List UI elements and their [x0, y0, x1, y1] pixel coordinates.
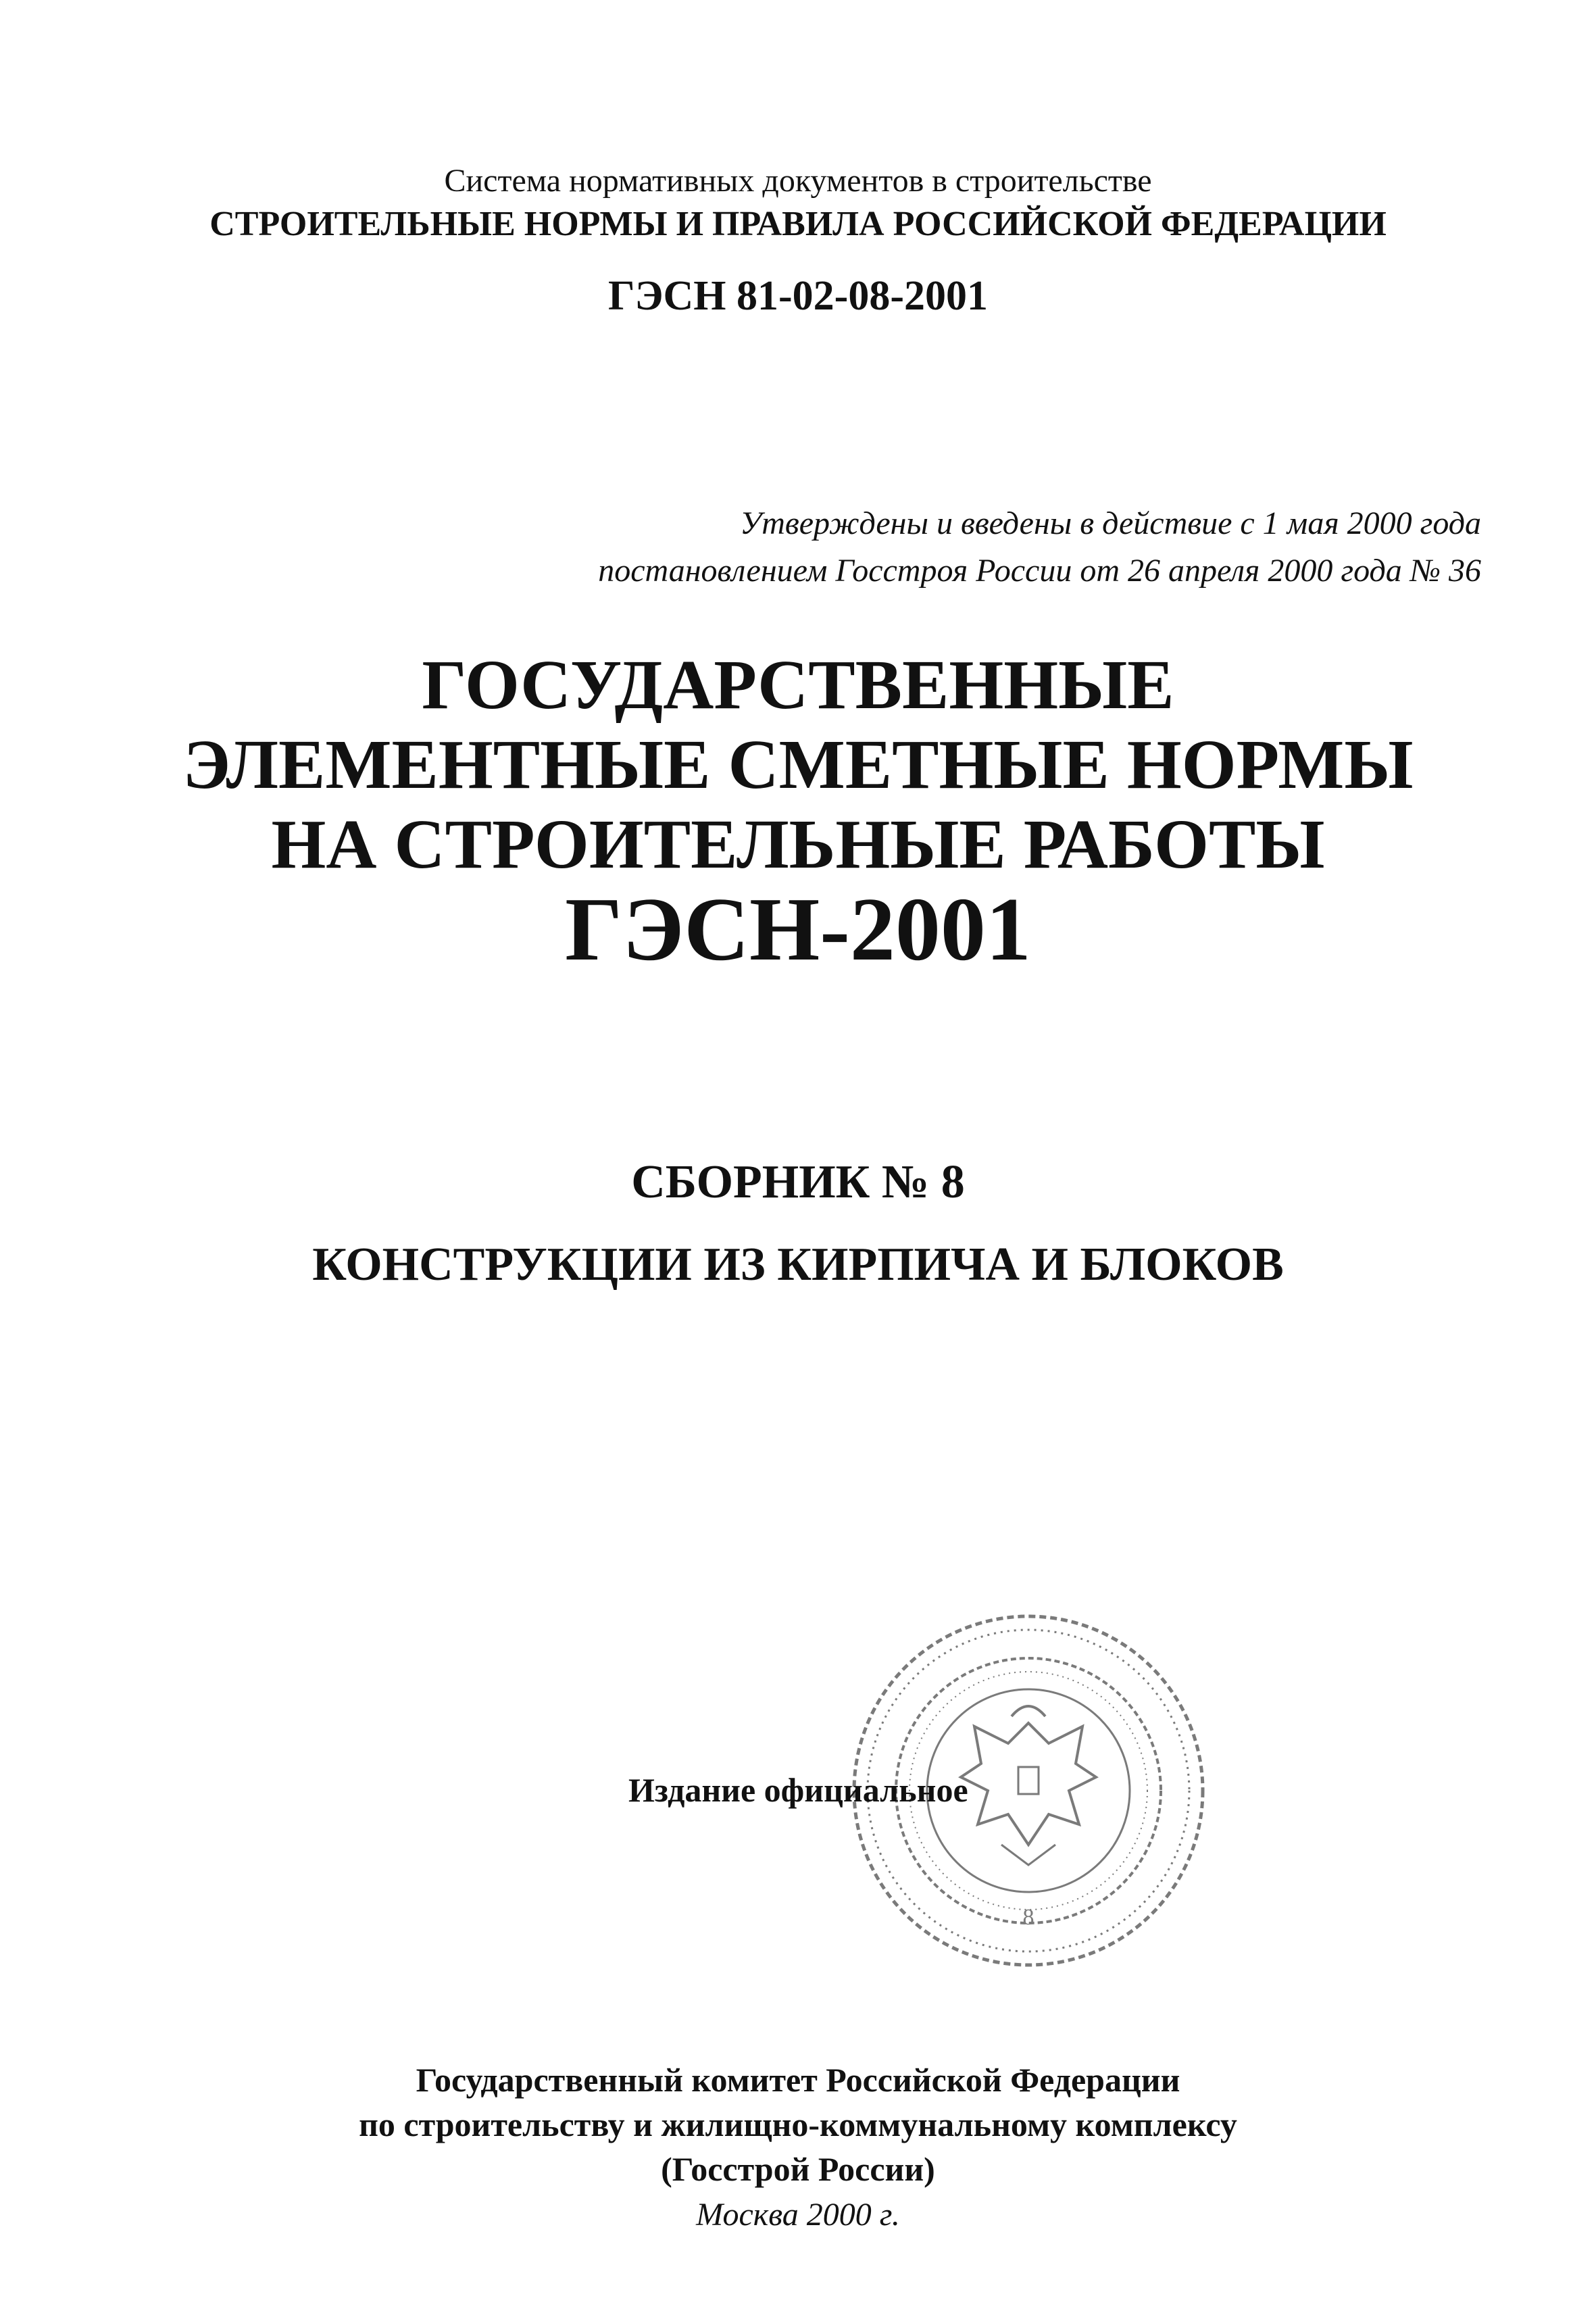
main-title-line-3: НА СТРОИТЕЛЬНЫЕ РАБОТЫ [271, 805, 1325, 883]
approval-line-1: Утверждены и введены в действие с 1 мая 2000 года [739, 505, 1481, 541]
publisher-line-1: Государственный комитет Российской Федерации [416, 2061, 1180, 2099]
place-year: Москва 2000 г. [696, 2197, 900, 2233]
publisher-line-2: по строительству и жилищно-коммунальному комплексу [359, 2106, 1237, 2143]
document-series: Система нормативных документов в строительстве [444, 163, 1152, 199]
publisher-line-3: (Госстрой России) [661, 2150, 935, 2188]
collection-subject: КОНСТРУКЦИИ ИЗ КИРПИЧА И БЛОКОВ [312, 1239, 1284, 1291]
collection-number: СБОРНИК № 8 [631, 1156, 965, 1208]
approval-line-2: постановлением Госстроя России от 26 апреля 2000 года № 36 [598, 553, 1481, 589]
publisher [0, 2058, 1596, 2191]
edition-label: Издание официальное [628, 1771, 968, 1809]
snip-heading: СТРОИТЕЛЬНЫЕ НОРМЫ И ПРАВИЛА РОССИЙСКОЙ ФЕДЕРАЦИИ [209, 205, 1387, 243]
main-title-line-1: ГОСУДАРСТВЕННЫЕ [422, 646, 1174, 724]
main-title [0, 645, 1596, 885]
main-title-line-2: ЭЛЕМЕНТНЫЕ СМЕТНЫЕ НОРМЫ [182, 726, 1414, 803]
stamp-center-mark: 8 [1022, 1905, 1034, 1930]
approval-note [400, 500, 1481, 595]
main-title-code: ГЭСН-2001 [565, 879, 1031, 979]
document-code: ГЭСН 81-02-08-2001 [608, 273, 988, 319]
